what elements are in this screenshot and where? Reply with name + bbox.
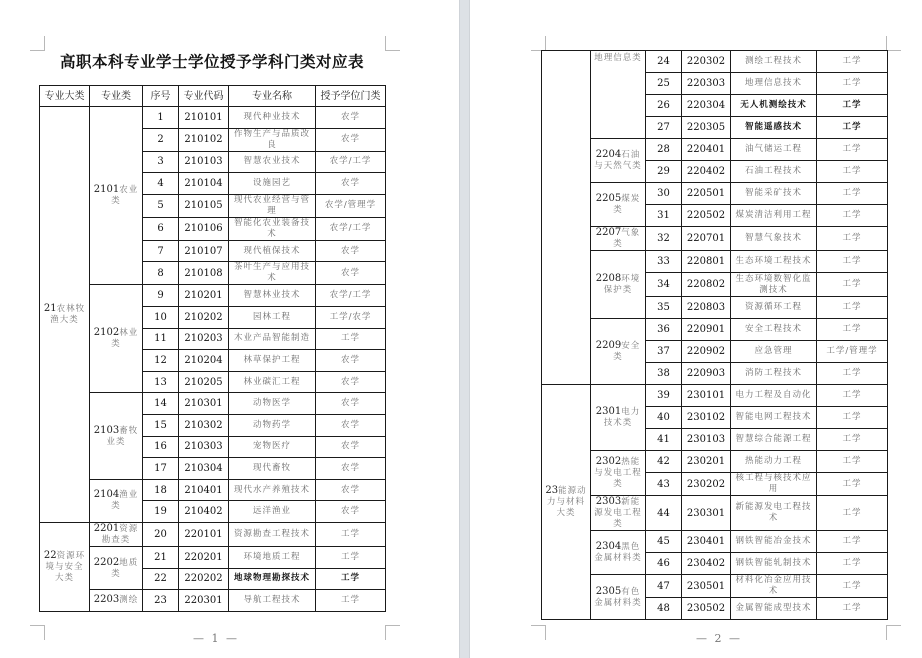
name-cell: 动物医学 (229, 393, 316, 415)
degree-cell: 工学/管理学 (817, 341, 888, 363)
name-cell: 生态环境工程技术 (731, 251, 817, 273)
page-corner-mark (531, 36, 546, 51)
name-cell: 新能源发电工程技术 (731, 496, 817, 531)
code-cell: 230202 (682, 473, 731, 496)
name-cell: 消防工程技术 (731, 363, 817, 385)
name-cell: 现代水产养殖技术 (229, 479, 316, 501)
table-row (542, 227, 888, 251)
seq-cell: 15 (143, 414, 179, 436)
table-row (40, 546, 386, 568)
code-cell: 230101 (682, 385, 731, 407)
degree-cell: 工学 (817, 117, 888, 139)
seq-cell: 8 (143, 262, 179, 285)
degree-cell: 工学 (817, 319, 888, 341)
name-cell: 煤炭清洁利用工程 (731, 205, 817, 227)
name-cell: 钢铁智能冶金技术 (731, 531, 817, 553)
seq-cell: 26 (646, 95, 682, 117)
code-cell: 210105 (179, 194, 229, 217)
seq-cell: 16 (143, 436, 179, 458)
degree-cell: 工学 (817, 251, 888, 273)
degree-cell: 农学 (316, 436, 386, 458)
seq-cell: 45 (646, 531, 682, 553)
page-corner-mark (886, 625, 901, 640)
degree-cell: 工学 (817, 273, 888, 297)
name-cell: 钢铁智能轧制技术 (731, 553, 817, 575)
degree-cell: 工学 (817, 363, 888, 385)
group-cell: 地理信息类 (591, 51, 646, 139)
page-corner-mark (385, 625, 400, 640)
table-row (542, 251, 888, 273)
seq-cell: 44 (646, 496, 682, 531)
code-cell: 210303 (179, 436, 229, 458)
code-cell: 210201 (179, 285, 229, 307)
code-cell: 230103 (682, 429, 731, 451)
degree-cell: 工学 (316, 546, 386, 568)
table-row (40, 285, 386, 307)
code-cell: 220101 (179, 522, 229, 546)
name-cell: 智能化农业装备技术 (229, 217, 316, 240)
table-row (40, 522, 386, 546)
seq-cell: 46 (646, 553, 682, 575)
table-row (542, 385, 888, 407)
degree-cell: 工学 (817, 161, 888, 183)
code-cell: 220701 (682, 227, 731, 251)
name-cell: 智慧气象技术 (731, 227, 817, 251)
code-cell: 220901 (682, 319, 731, 341)
seq-cell: 36 (646, 319, 682, 341)
seq-cell: 1 (143, 107, 179, 129)
seq-cell: 48 (646, 598, 682, 620)
group-cell: 2103畜牧业类 (90, 393, 143, 479)
group-cell: 2102林业类 (90, 285, 143, 393)
name-cell: 智能采矿技术 (731, 183, 817, 205)
seq-cell: 41 (646, 429, 682, 451)
degree-cell: 工学 (817, 575, 888, 598)
degree-cell: 工学 (817, 451, 888, 473)
degree-cell: 农学 (316, 458, 386, 480)
name-cell: 林业碳汇工程 (229, 371, 316, 393)
code-cell: 210108 (179, 262, 229, 285)
name-cell: 现代种业技术 (229, 107, 316, 129)
degree-cell: 农学 (316, 350, 386, 372)
seq-cell: 27 (646, 117, 682, 139)
seq-cell: 7 (143, 240, 179, 262)
code-cell: 220902 (682, 341, 731, 363)
code-cell: 210103 (179, 151, 229, 173)
seq-cell: 37 (646, 341, 682, 363)
degree-cell: 工学 (817, 297, 888, 319)
code-cell: 230301 (682, 496, 731, 531)
page-corner-mark (385, 36, 400, 51)
table-row (542, 496, 888, 531)
group-cell: 2209安全类 (591, 319, 646, 385)
seq-cell: 24 (646, 51, 682, 73)
page-separator (459, 0, 470, 658)
degree-cell: 农学/工学 (316, 151, 386, 173)
table-row (542, 319, 888, 341)
seq-cell: 32 (646, 227, 682, 251)
name-cell: 无人机测绘技术 (731, 95, 817, 117)
degree-cell: 工学 (817, 385, 888, 407)
degree-cell: 农学/工学 (316, 217, 386, 240)
name-cell: 资源循环工程 (731, 297, 817, 319)
code-cell: 220801 (682, 251, 731, 273)
name-cell: 远洋渔业 (229, 501, 316, 523)
degree-cell: 农学 (316, 501, 386, 523)
name-cell: 现代农业经营与管理 (229, 194, 316, 217)
code-cell: 220202 (179, 568, 229, 590)
seq-cell: 33 (646, 251, 682, 273)
degree-cell: 农学 (316, 107, 386, 129)
code-cell: 220803 (682, 297, 731, 319)
degree-cell: 工学 (817, 496, 888, 531)
group-cell: 2204石油与天然气类 (591, 139, 646, 183)
code-cell: 210302 (179, 414, 229, 436)
name-cell: 智慧综合能源工程 (731, 429, 817, 451)
page-corner-mark (30, 625, 45, 640)
group-cell: 2208环境保护类 (591, 251, 646, 319)
document-page-1 (0, 0, 459, 658)
page-corner-mark (886, 36, 901, 51)
code-cell: 210106 (179, 217, 229, 240)
degree-cell: 工学 (817, 598, 888, 620)
name-cell: 地理信息技术 (731, 73, 817, 95)
code-cell: 230501 (682, 575, 731, 598)
seq-cell: 14 (143, 393, 179, 415)
name-cell: 林草保护工程 (229, 350, 316, 372)
code-cell: 210402 (179, 501, 229, 523)
table-row (542, 183, 888, 205)
group-cell: 2302热能与发电工程类 (591, 451, 646, 496)
header-name: 专业名称 (229, 86, 316, 107)
name-cell: 现代植保技术 (229, 240, 316, 262)
name-cell: 油气储运工程 (731, 139, 817, 161)
code-cell: 210203 (179, 328, 229, 350)
code-cell: 220305 (682, 117, 731, 139)
code-cell: 210107 (179, 240, 229, 262)
code-cell: 210304 (179, 458, 229, 480)
degree-cell: 农学 (316, 371, 386, 393)
name-cell: 测绘工程技术 (731, 51, 817, 73)
degree-cell: 农学 (316, 128, 386, 151)
seq-cell: 35 (646, 297, 682, 319)
degree-cell: 工学 (817, 407, 888, 429)
code-cell: 220402 (682, 161, 731, 183)
code-cell: 220301 (179, 590, 229, 612)
table-row (542, 451, 888, 473)
degree-cell: 工学 (817, 183, 888, 205)
seq-cell: 43 (646, 473, 682, 496)
group-cell: 2207气象类 (591, 227, 646, 251)
degree-cell: 农学 (316, 262, 386, 285)
degree-cell: 工学 (817, 51, 888, 73)
code-cell: 210101 (179, 107, 229, 129)
degree-cell: 农学/管理学 (316, 194, 386, 217)
group-cell: 2301电力技术类 (591, 385, 646, 451)
name-cell: 动物药学 (229, 414, 316, 436)
code-cell: 220501 (682, 183, 731, 205)
table-row (542, 531, 888, 553)
code-cell: 210301 (179, 393, 229, 415)
name-cell: 应急管理 (731, 341, 817, 363)
name-cell: 材料化冶金应用技术 (731, 575, 817, 598)
name-cell: 资源勘查工程技术 (229, 522, 316, 546)
group-cell: 2101农业类 (90, 107, 143, 285)
degree-cell: 工学 (316, 568, 386, 590)
name-cell: 生态环境数智化监测技术 (731, 273, 817, 297)
degree-cell: 工学 (316, 590, 386, 612)
code-cell: 210202 (179, 306, 229, 328)
name-cell: 导航工程技术 (229, 590, 316, 612)
page-number: — 1 — (193, 632, 239, 645)
seq-cell: 20 (143, 522, 179, 546)
degree-cell: 工学 (817, 553, 888, 575)
degree-cell: 工学 (316, 328, 386, 350)
name-cell: 环境地质工程 (229, 546, 316, 568)
major-degree-table-page-2 (541, 50, 888, 620)
table-row (40, 107, 386, 129)
seq-cell: 31 (646, 205, 682, 227)
group-cell: 2304黑色金属材料类 (591, 531, 646, 575)
category-cell: 21农林牧渔大类 (40, 107, 90, 523)
degree-cell: 工学 (817, 205, 888, 227)
name-cell: 宠物医疗 (229, 436, 316, 458)
seq-cell: 17 (143, 458, 179, 480)
code-cell: 210401 (179, 479, 229, 501)
seq-cell: 12 (143, 350, 179, 372)
seq-cell: 3 (143, 151, 179, 173)
page-corner-mark (30, 36, 45, 51)
seq-cell: 42 (646, 451, 682, 473)
name-cell: 智慧农业技术 (229, 151, 316, 173)
seq-cell: 21 (143, 546, 179, 568)
seq-cell: 9 (143, 285, 179, 307)
degree-cell: 工学 (817, 139, 888, 161)
name-cell: 园林工程 (229, 306, 316, 328)
seq-cell: 40 (646, 407, 682, 429)
table-row (40, 590, 386, 612)
seq-cell: 39 (646, 385, 682, 407)
seq-cell: 11 (143, 328, 179, 350)
header-code: 专业代码 (179, 86, 229, 107)
code-cell: 220201 (179, 546, 229, 568)
name-cell: 电力工程及自动化 (731, 385, 817, 407)
name-cell: 地球物理勘探技术 (229, 568, 316, 590)
code-cell: 220304 (682, 95, 731, 117)
code-cell: 210104 (179, 173, 229, 195)
group-cell: 2104渔业类 (90, 479, 143, 522)
seq-cell: 25 (646, 73, 682, 95)
seq-cell: 2 (143, 128, 179, 151)
seq-cell: 10 (143, 306, 179, 328)
name-cell: 智能电网工程技术 (731, 407, 817, 429)
header-degree: 授予学位门类 (316, 86, 386, 107)
code-cell: 210205 (179, 371, 229, 393)
page-corner-mark (531, 625, 546, 640)
code-cell: 210204 (179, 350, 229, 372)
name-cell: 热能动力工程 (731, 451, 817, 473)
degree-cell: 农学/工学 (316, 285, 386, 307)
name-cell: 金属智能成型技术 (731, 598, 817, 620)
category-cell: 23能源动力与材料大类 (542, 385, 591, 620)
name-cell: 核工程与核技术应用 (731, 473, 817, 496)
seq-cell: 22 (143, 568, 179, 590)
seq-cell: 29 (646, 161, 682, 183)
seq-cell: 18 (143, 479, 179, 501)
name-cell: 作物生产与品质改良 (229, 128, 316, 151)
code-cell: 220303 (682, 73, 731, 95)
major-degree-table-page-1 (39, 85, 386, 612)
table-row (40, 479, 386, 501)
group-cell: 2305有色金属材料类 (591, 575, 646, 620)
seq-cell: 6 (143, 217, 179, 240)
table-header-row (40, 86, 386, 107)
table-row (40, 393, 386, 415)
degree-cell: 工学 (316, 522, 386, 546)
code-cell: 230502 (682, 598, 731, 620)
degree-cell: 农学 (316, 479, 386, 501)
seq-cell: 38 (646, 363, 682, 385)
degree-cell: 工学 (817, 95, 888, 117)
table-row (542, 51, 888, 73)
code-cell: 220401 (682, 139, 731, 161)
header-group: 专业类 (90, 86, 143, 107)
degree-cell: 农学 (316, 173, 386, 195)
category-cell: 22资源环境与安全大类 (40, 522, 90, 611)
name-cell: 石油工程技术 (731, 161, 817, 183)
group-cell: 2202地质类 (90, 546, 143, 589)
group-cell: 2205煤炭类 (591, 183, 646, 227)
name-cell: 智能遥感技术 (731, 117, 817, 139)
code-cell: 230402 (682, 553, 731, 575)
table-row (542, 139, 888, 161)
seq-cell: 47 (646, 575, 682, 598)
degree-cell: 工学/农学 (316, 306, 386, 328)
category-cell (542, 51, 591, 385)
group-cell: 2203测绘 (90, 590, 143, 612)
degree-cell: 工学 (817, 473, 888, 496)
degree-cell: 农学 (316, 414, 386, 436)
code-cell: 230401 (682, 531, 731, 553)
degree-cell: 农学 (316, 393, 386, 415)
group-cell: 2201资源勘查类 (90, 522, 143, 546)
degree-cell: 工学 (817, 531, 888, 553)
seq-cell: 19 (143, 501, 179, 523)
seq-cell: 30 (646, 183, 682, 205)
code-cell: 220302 (682, 51, 731, 73)
name-cell: 智慧林业技术 (229, 285, 316, 307)
seq-cell: 34 (646, 273, 682, 297)
degree-cell: 农学 (316, 240, 386, 262)
table-row (542, 575, 888, 598)
name-cell: 现代畜牧 (229, 458, 316, 480)
name-cell: 设施园艺 (229, 173, 316, 195)
code-cell: 220903 (682, 363, 731, 385)
header-category: 专业大类 (40, 86, 90, 107)
name-cell: 安全工程技术 (731, 319, 817, 341)
degree-cell: 工学 (817, 227, 888, 251)
degree-cell: 工学 (817, 73, 888, 95)
degree-cell: 工学 (817, 429, 888, 451)
code-cell: 220802 (682, 273, 731, 297)
seq-cell: 23 (143, 590, 179, 612)
header-seq: 序号 (143, 86, 179, 107)
code-cell: 210102 (179, 128, 229, 151)
page-number: — 2 — (696, 632, 742, 645)
code-cell: 220502 (682, 205, 731, 227)
document-title: 高职本科专业学士学位授予学科门类对应表 (59, 53, 364, 71)
name-cell: 茶叶生产与应用技术 (229, 262, 316, 285)
seq-cell: 13 (143, 371, 179, 393)
group-cell: 2303新能源发电工程类 (591, 496, 646, 531)
name-cell: 木业产品智能制造 (229, 328, 316, 350)
code-cell: 230102 (682, 407, 731, 429)
code-cell: 230201 (682, 451, 731, 473)
seq-cell: 28 (646, 139, 682, 161)
seq-cell: 5 (143, 194, 179, 217)
seq-cell: 4 (143, 173, 179, 195)
